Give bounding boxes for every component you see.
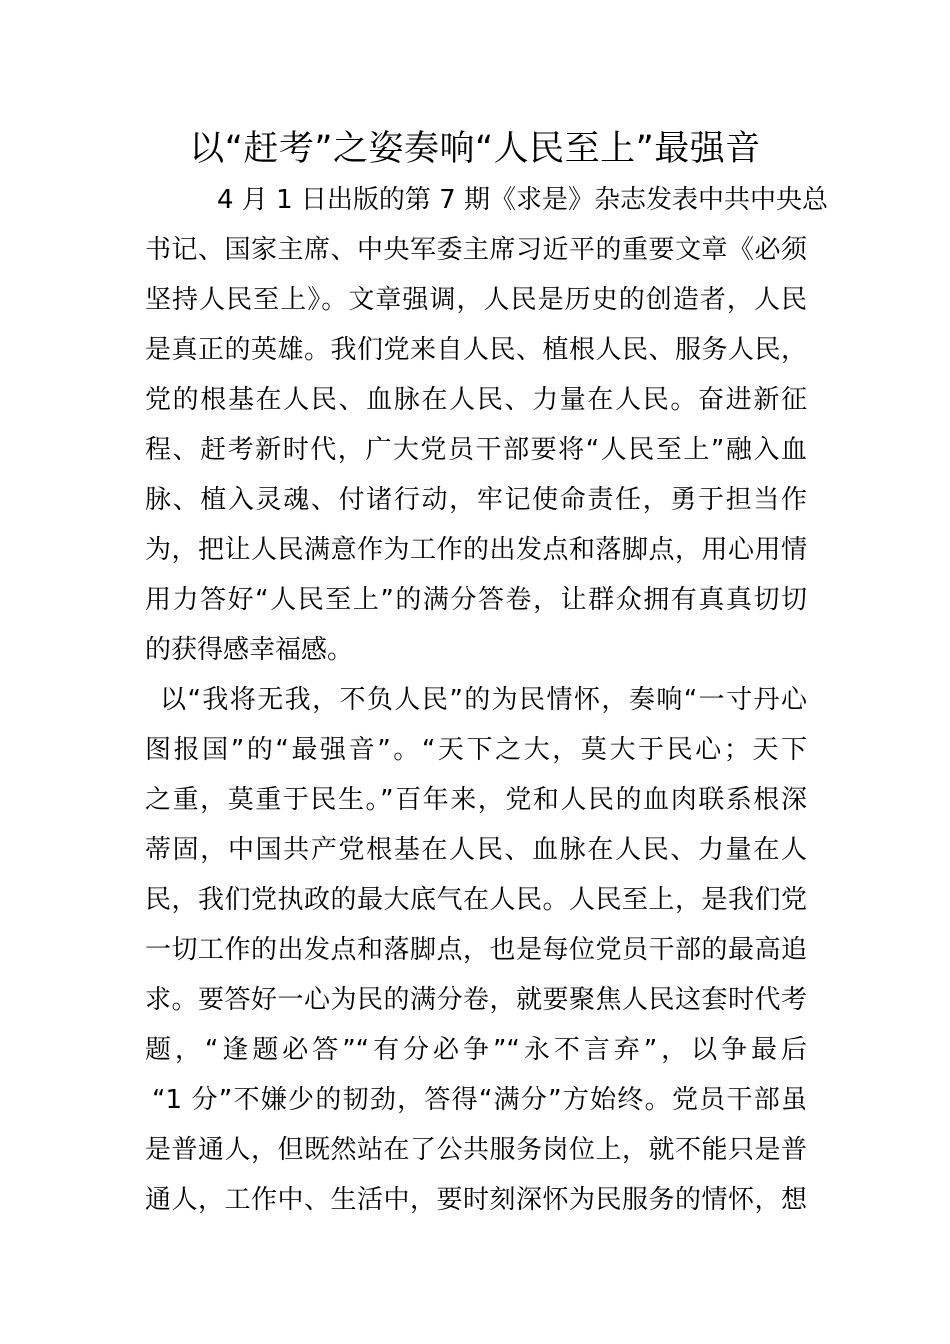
paragraph-1-line-5: 党的根基在人民、血脉在人民、力量在人民。奋进新征 xyxy=(145,385,807,415)
paragraph-2-line-1: 以“我将无我，不负人民”的为民情怀，奏响“一寸丹心 xyxy=(160,685,807,715)
paragraph-1-line-8: 为，把让人民满意作为工作的出发点和落脚点，用心用情 xyxy=(145,535,807,565)
paragraph-1-line-9: 用力答好“人民至上”的满分答卷，让群众拥有真真切切 xyxy=(145,585,807,615)
paragraph-1-line-6: 程、赶考新时代，广大党员干部要将“人民至上”融入血 xyxy=(145,435,807,465)
paragraph-2-line-4: 蒂固，中国共产党根基在人民、血脉在人民、力量在人 xyxy=(145,835,807,865)
paragraph-2-line-3: 之重，莫重于民生。”百年来，党和人民的血肉联系根深 xyxy=(145,785,807,815)
paragraph-1-line-4: 是真正的英雄。我们党来自人民、植根人民、服务人民， xyxy=(145,335,807,365)
paragraph-1-line-10: 的获得感幸福感。 xyxy=(145,635,354,665)
paragraph-1-line-1: 4 月 1 日出版的第 7 期《求是》杂志发表中共中央总 xyxy=(217,185,828,215)
paragraph-2-line-11: 通人，工作中、生活中，要时刻深怀为民服务的情怀，想 xyxy=(145,1185,807,1215)
paragraph-1-line-3: 坚持人民至上》。文章强调，人民是历史的创造者，人民 xyxy=(145,285,807,315)
paragraph-2-line-5: 民，我们党执政的最大底气在人民。人民至上，是我们党 xyxy=(145,885,807,915)
paragraph-2-line-6: 一切工作的出发点和落脚点，也是每位党员干部的最高追 xyxy=(145,935,807,965)
paragraph-1-line-2: 书记、国家主席、中央军委主席习近平的重要文章《必须 xyxy=(145,235,807,265)
document-title: 以“赶考”之姿奏响“人民至上”最强音 xyxy=(189,129,761,169)
paragraph-1-line-7: 脉、植入灵魂、付诸行动，牢记使命责任，勇于担当作 xyxy=(145,485,807,515)
paragraph-2-line-2: 图报国”的“最强音”。“天下之大，莫大于民心；天下 xyxy=(145,735,807,765)
paragraph-2-line-10: 是普通人，但既然站在了公共服务岗位上，就不能只是普 xyxy=(145,1135,807,1165)
paragraph-2-line-8: 题，“逢题必答”“有分必争”“永不言弃”，以争最后 xyxy=(145,1035,807,1065)
paragraph-2-line-7: 求。要答好一心为民的满分卷，就要聚焦人民这套时代考 xyxy=(145,985,807,1015)
paragraph-2-line-9: “1 分”不嫌少的韧劲，答得“满分”方始终。党员干部虽 xyxy=(152,1085,807,1115)
